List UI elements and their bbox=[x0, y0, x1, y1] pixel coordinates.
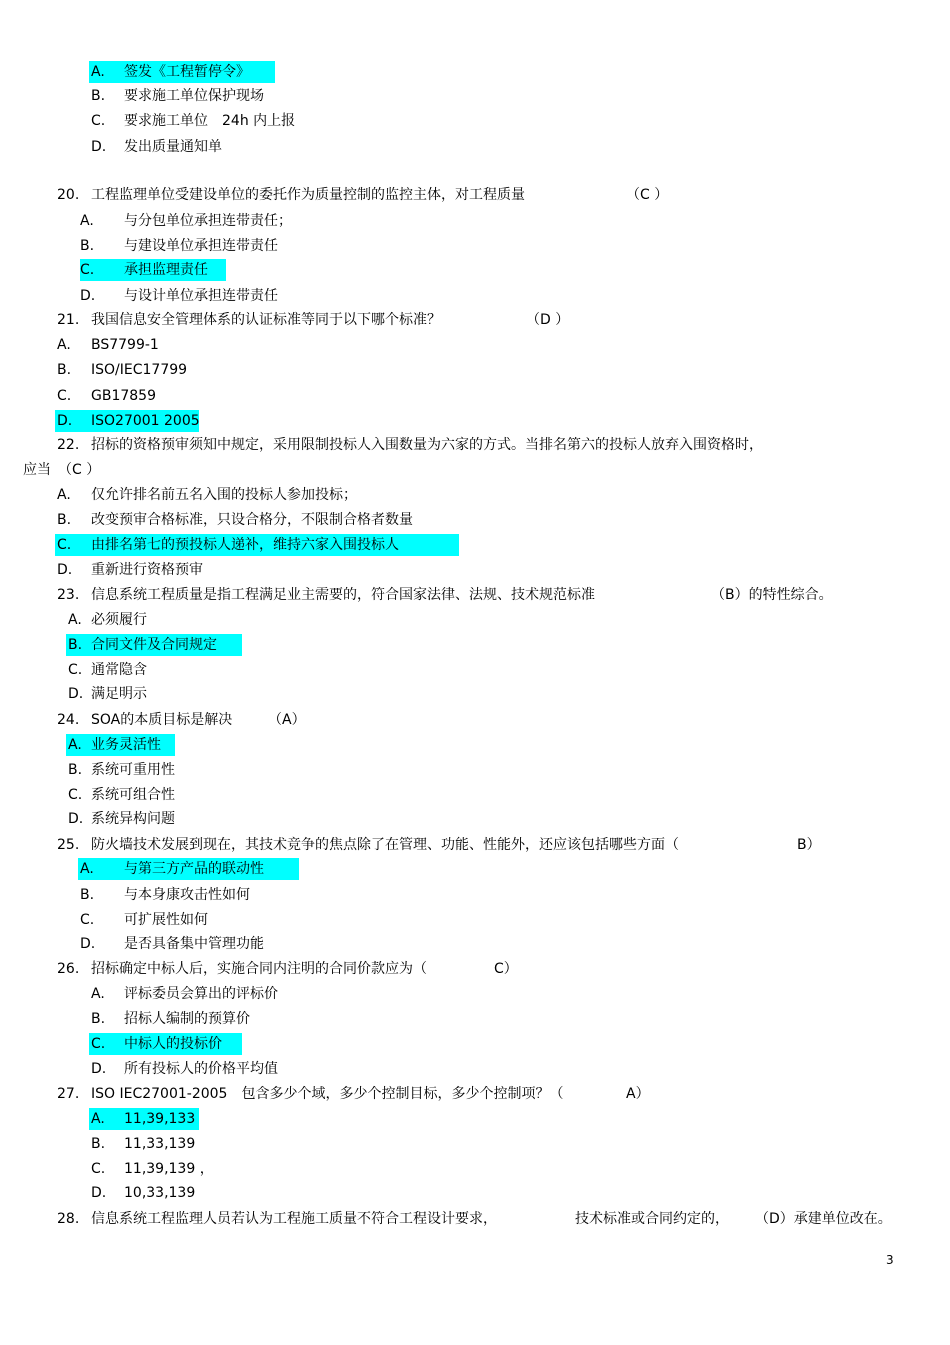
option-label: C. bbox=[80, 262, 95, 278]
option-text: 与设计单位承担连带责任 bbox=[124, 288, 278, 304]
question-text: 工程监理单位受建设单位的委托作为质量控制的监控主体，对工程质量 bbox=[91, 187, 525, 203]
question-number: 24. bbox=[57, 712, 80, 728]
option-text: 重新进行资格预审 bbox=[91, 562, 203, 578]
option-label: D. bbox=[68, 811, 84, 827]
option-label: D. bbox=[57, 562, 73, 578]
question-number: 23. bbox=[57, 587, 80, 603]
option-text: 承担监理责任 bbox=[124, 262, 208, 278]
option-label: C. bbox=[68, 787, 83, 803]
option-label: B. bbox=[68, 637, 83, 653]
option-text: 与分包单位承担连带责任； bbox=[124, 213, 292, 229]
question-text: 防火墙技术发展到现在，其技术竞争的焦点除了在管理、功能、性能外，还应该包括哪些方面（ bbox=[91, 837, 679, 853]
question-text: 信息系统工程质量是指工程满足业主需要的，符合国家法律、法规、技术规范标准 bbox=[91, 587, 595, 603]
option-label: B. bbox=[80, 238, 95, 254]
option-text: 可扩展性如何 bbox=[124, 912, 208, 928]
option-text: 改变预审合格标准，只设合格分，不限制合格者数量 bbox=[91, 512, 413, 528]
option-label: D. bbox=[80, 936, 96, 952]
option-label: C. bbox=[57, 388, 72, 404]
option-label: C. bbox=[57, 537, 72, 553]
option-text: GB17859 bbox=[91, 388, 156, 404]
question-answer: （A） bbox=[268, 712, 306, 728]
question-text: ISO IEC27001-2005 包含多少个域，多少个控制目标，多少个控制项？（ bbox=[91, 1086, 564, 1102]
question-answer: （D）承建单位改在。 bbox=[755, 1211, 892, 1227]
question-number: 25. bbox=[57, 837, 80, 853]
question-number: 22. bbox=[57, 437, 80, 453]
option-text: 10,33,139 bbox=[124, 1185, 196, 1201]
option-text: 是否具备集中管理功能 bbox=[124, 936, 264, 952]
option-label: A. bbox=[80, 861, 94, 877]
option-text: 必须履行 bbox=[91, 612, 147, 628]
option-text: 业务灵活性 bbox=[91, 737, 161, 753]
option-label: C. bbox=[91, 1036, 106, 1052]
question-text: 信息系统工程监理人员若认为工程施工质量不符合工程设计要求， bbox=[91, 1211, 497, 1227]
question-number: 28. bbox=[57, 1211, 80, 1227]
question-text: SOA的本质目标是解决 bbox=[91, 712, 233, 728]
option-label: A. bbox=[68, 612, 82, 628]
option-label: A. bbox=[91, 64, 105, 80]
option-label: D. bbox=[91, 1061, 107, 1077]
option-text: ISO/IEC17799 bbox=[91, 362, 188, 378]
option-label: B. bbox=[57, 362, 72, 378]
question-answer: （C ） bbox=[626, 187, 669, 203]
option-label: D. bbox=[68, 686, 84, 702]
option-text: BS7799-1 bbox=[91, 337, 159, 353]
option-label: D. bbox=[57, 413, 73, 429]
option-text: 评标委员会算出的评标价 bbox=[124, 986, 278, 1002]
option-text: 系统可重用性 bbox=[91, 762, 175, 778]
option-label: B. bbox=[91, 1136, 106, 1152]
option-label: A. bbox=[80, 213, 94, 229]
option-text: 11,39,139 ， bbox=[124, 1161, 214, 1177]
option-text: 发出质量通知单 bbox=[124, 139, 222, 155]
option-text: 由排名第七的预投标人递补，维持六家入围投标人 bbox=[91, 537, 399, 553]
question-text-continued: 技术标准或合同约定的， bbox=[575, 1211, 729, 1227]
option-label: B. bbox=[91, 1011, 106, 1027]
option-label: C. bbox=[68, 662, 83, 678]
question-text: 我国信息安全管理体系的认证标准等同于以下哪个标准？ bbox=[91, 312, 441, 328]
option-text: 中标人的投标价 bbox=[124, 1036, 222, 1052]
option-text: 系统异构问题 bbox=[91, 811, 175, 827]
option-label: B. bbox=[68, 762, 83, 778]
question-number: 20. bbox=[57, 187, 80, 203]
question-text: 招标确定中标人后，实施合同内注明的合同价款应为（ bbox=[91, 961, 427, 977]
question-number: 27. bbox=[57, 1086, 80, 1102]
option-text: 11,39,133 bbox=[124, 1111, 196, 1127]
option-label: A. bbox=[57, 337, 71, 353]
question-text-continued: 应当 （C ） bbox=[23, 462, 101, 478]
option-label: B. bbox=[91, 88, 106, 104]
option-label: C. bbox=[91, 113, 106, 129]
option-label: B. bbox=[57, 512, 72, 528]
option-label: D. bbox=[80, 288, 96, 304]
question-answer: C） bbox=[494, 961, 518, 977]
option-text: 满足明示 bbox=[91, 686, 147, 702]
option-label: C. bbox=[91, 1161, 106, 1177]
question-answer: A） bbox=[626, 1086, 650, 1102]
option-label: A. bbox=[91, 986, 105, 1002]
option-text: 与建设单位承担连带责任 bbox=[124, 238, 278, 254]
question-answer: （D ） bbox=[526, 312, 570, 328]
option-text: 仅允许排名前五名入围的投标人参加投标； bbox=[91, 487, 357, 503]
option-label: B. bbox=[80, 887, 95, 903]
option-text: ISO27001 2005 bbox=[91, 413, 200, 429]
option-text: 与本身康攻击性如何 bbox=[124, 887, 250, 903]
option-label: D. bbox=[91, 1185, 107, 1201]
option-label: A. bbox=[57, 487, 71, 503]
option-text: 要求施工单位 24h 内上报 bbox=[124, 113, 296, 129]
option-text: 通常隐含 bbox=[91, 662, 147, 678]
option-text: 合同文件及合同规定 bbox=[91, 637, 217, 653]
option-text: 签发《工程暂停令》 bbox=[124, 64, 250, 80]
question-number: 21. bbox=[57, 312, 80, 328]
option-label: D. bbox=[91, 139, 107, 155]
option-text: 招标人编制的预算价 bbox=[124, 1011, 250, 1027]
option-label: A. bbox=[68, 737, 82, 753]
option-label: A. bbox=[91, 1111, 105, 1127]
option-text: 系统可组合性 bbox=[91, 787, 175, 803]
question-number: 26. bbox=[57, 961, 80, 977]
option-text: 要求施工单位保护现场 bbox=[124, 88, 264, 104]
question-text: 招标的资格预审须知中规定，采用限制投标人入围数量为六家的方式。当排名第六的投标人放弃入围资格时， bbox=[91, 437, 763, 453]
question-answer: B） bbox=[797, 837, 821, 853]
question-answer: （B）的特性综合。 bbox=[711, 587, 833, 603]
option-text: 所有投标人的价格平均值 bbox=[124, 1061, 278, 1077]
option-text: 11,33,139 bbox=[124, 1136, 196, 1152]
option-text: 与第三方产品的联动性 bbox=[124, 861, 264, 877]
page-number: 3 bbox=[886, 1253, 894, 1267]
option-label: C. bbox=[80, 912, 95, 928]
